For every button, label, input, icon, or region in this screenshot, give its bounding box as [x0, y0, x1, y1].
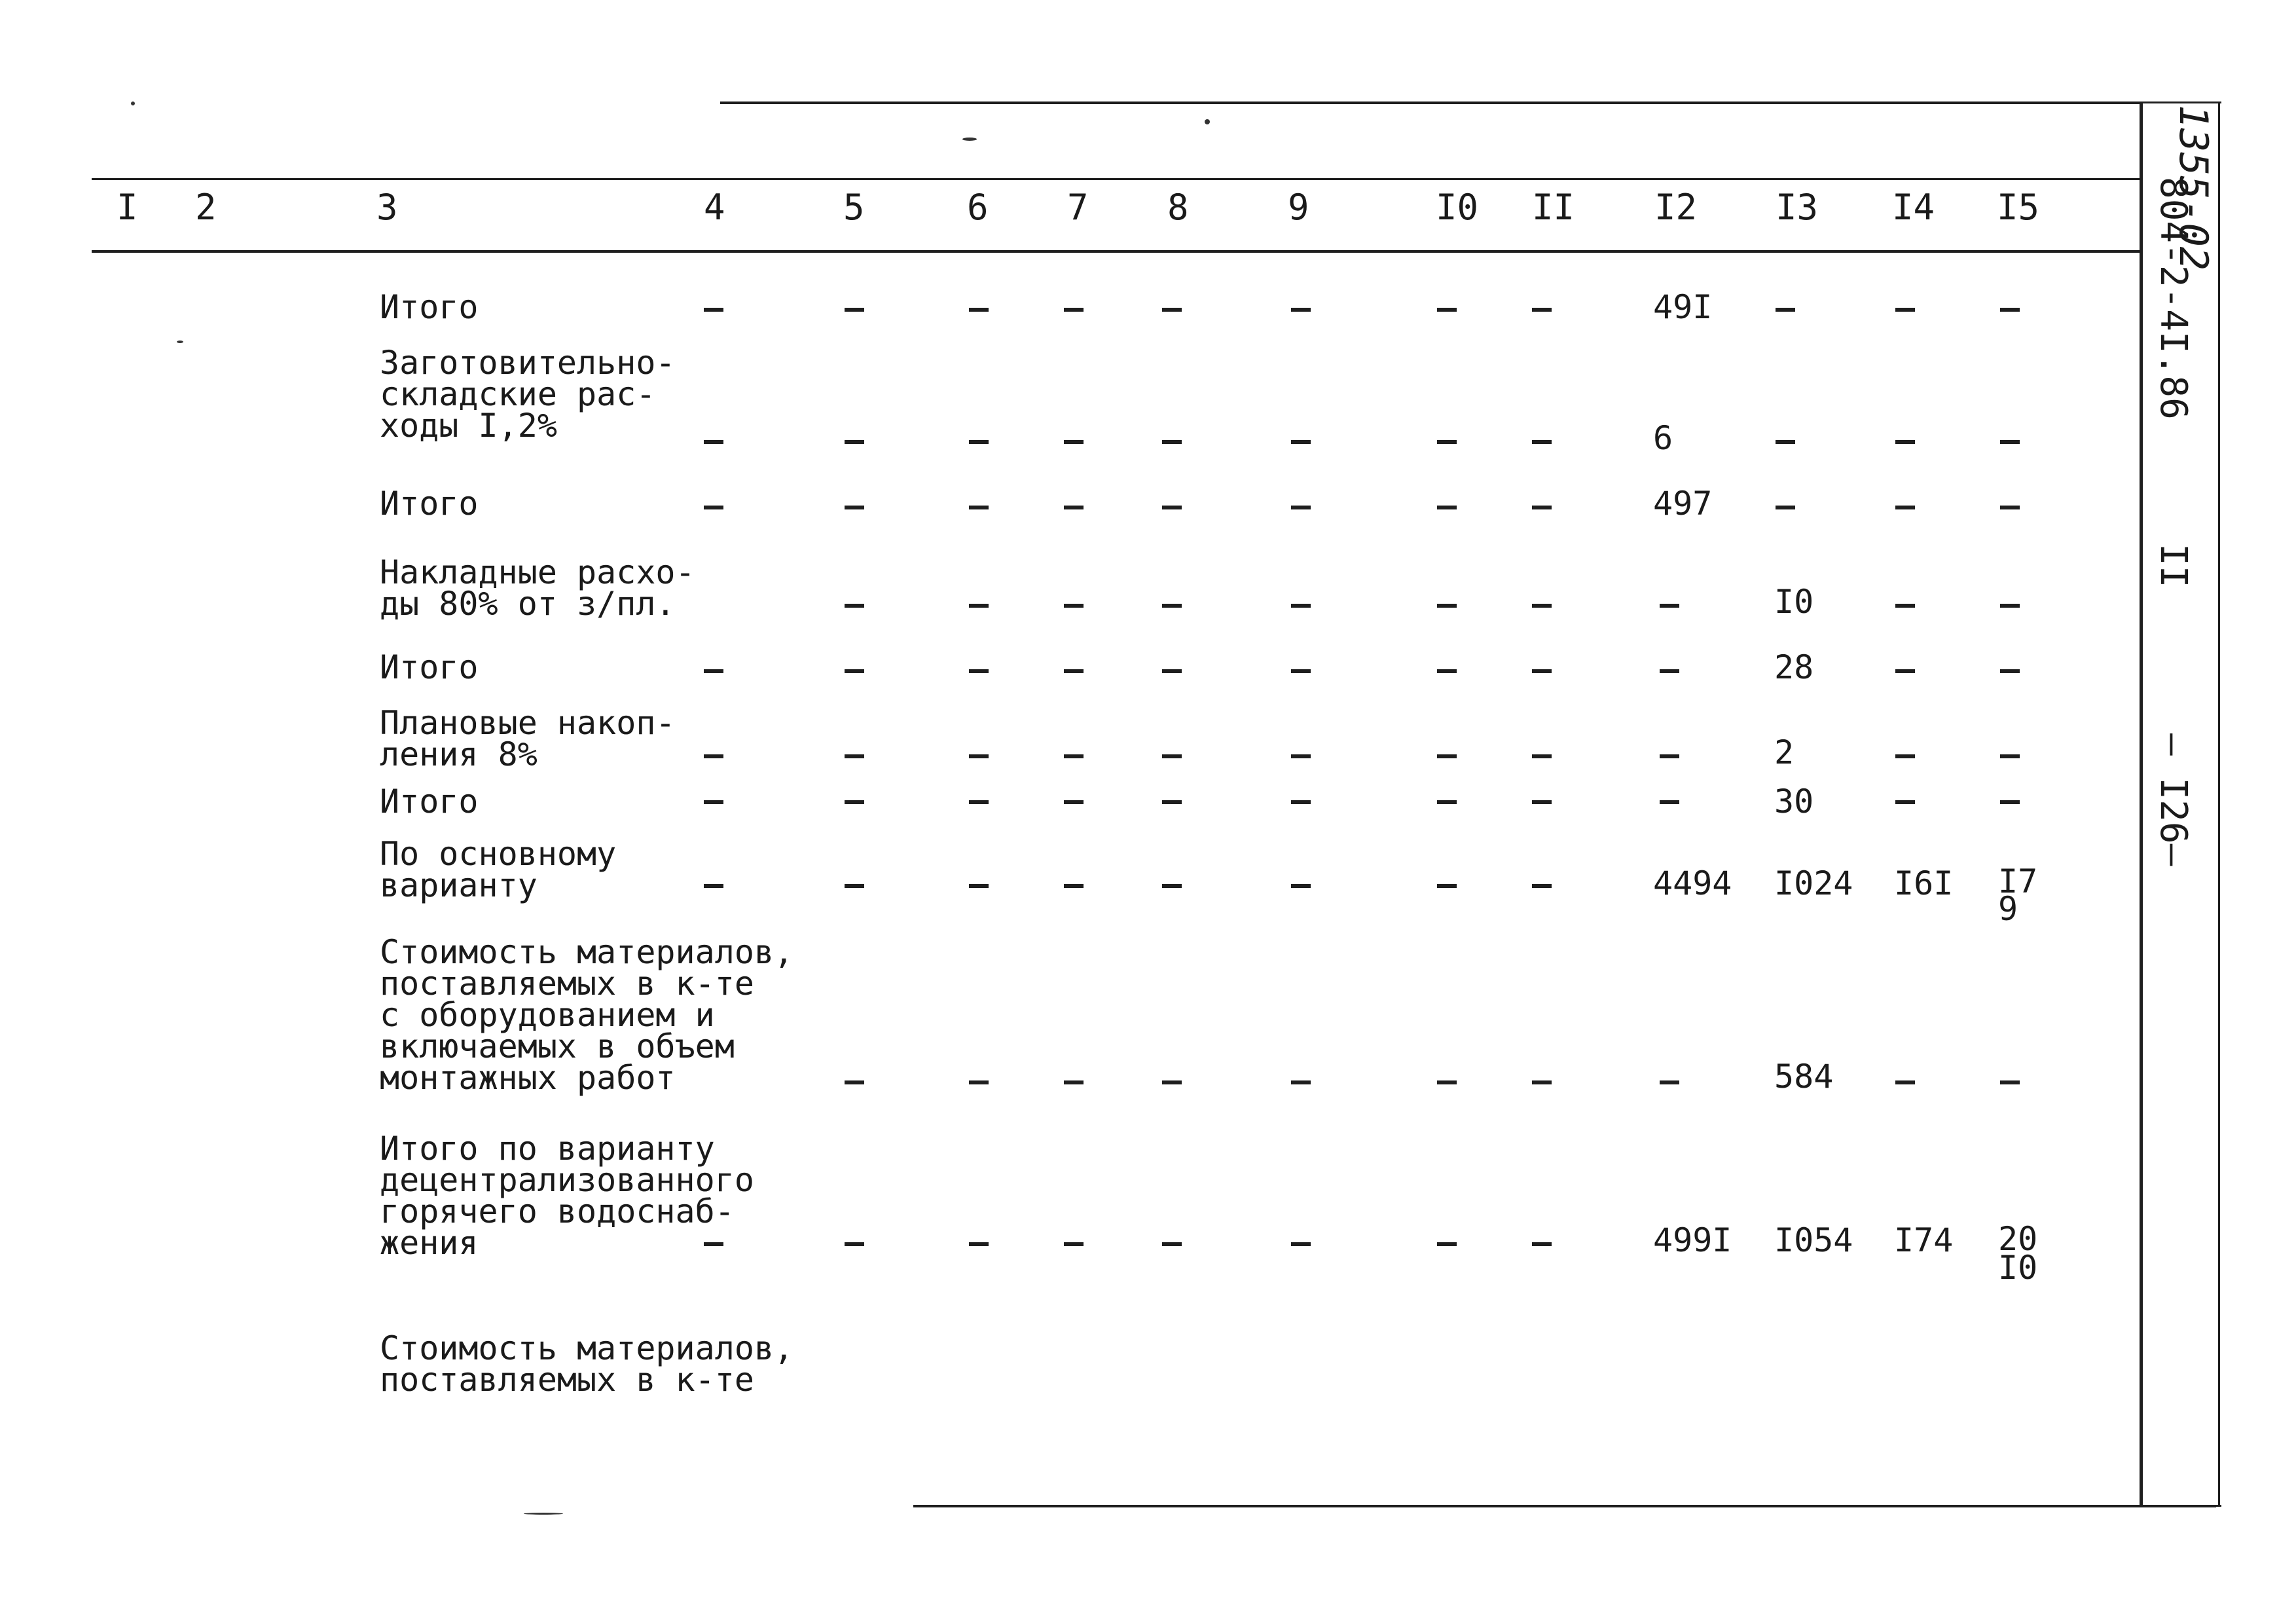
empty-cell-dash [2000, 506, 2020, 509]
empty-cell-dash [2000, 800, 2020, 804]
empty-cell-dash [1162, 440, 1182, 444]
empty-cell-dash [1660, 1080, 1679, 1084]
scan-speck [962, 138, 977, 141]
empty-cell-dash [1532, 604, 1552, 608]
empty-cell-dash [704, 884, 723, 888]
empty-cell-dash [845, 1080, 864, 1084]
row-7-col-15: I7 9 [1998, 862, 2038, 928]
top-rule [720, 101, 2141, 104]
row-label: Итого [380, 648, 479, 686]
header-bottom-rule [92, 250, 2141, 253]
empty-cell-dash [1162, 1080, 1182, 1084]
row-label: По основному варианту [380, 835, 617, 904]
row-9-col-14: I74 [1894, 1221, 1954, 1259]
empty-cell-dash [969, 884, 989, 888]
empty-cell-dash [1437, 800, 1457, 804]
column-header-11: II [1532, 187, 1575, 228]
empty-cell-dash [1064, 604, 1084, 608]
column-header-13: I3 [1776, 187, 1819, 228]
column-header-10: I0 [1436, 187, 1479, 228]
column-header-14: I4 [1892, 187, 1935, 228]
empty-cell-dash [2000, 754, 2020, 758]
scan-speck [177, 341, 183, 343]
empty-cell-dash [969, 604, 989, 608]
empty-cell-dash [845, 754, 864, 758]
empty-cell-dash [1660, 604, 1679, 608]
column-header-6: 6 [967, 187, 989, 228]
header-top-rule [92, 178, 2141, 180]
empty-cell-dash [969, 800, 989, 804]
sheet-number: II [2152, 544, 2195, 588]
empty-cell-dash [1532, 506, 1552, 509]
column-header-4: 4 [704, 187, 725, 228]
empty-cell-dash [2000, 1080, 2020, 1084]
row-9-col-12: 499I [1653, 1221, 1732, 1259]
empty-cell-dash [1776, 308, 1795, 312]
row-label: Итого [380, 288, 479, 326]
empty-cell-dash [845, 800, 864, 804]
page-number: — I26— [2152, 733, 2195, 866]
row-2-col-12: 497 [1653, 485, 1713, 523]
empty-cell-dash [2000, 308, 2020, 312]
empty-cell-dash [845, 506, 864, 509]
column-header-7: 7 [1067, 187, 1089, 228]
empty-cell-dash [704, 506, 723, 509]
empty-cell-dash [969, 308, 989, 312]
empty-cell-dash [1162, 604, 1182, 608]
empty-cell-dash [2000, 604, 2020, 608]
empty-cell-dash [1532, 308, 1552, 312]
empty-cell-dash [1291, 440, 1311, 444]
empty-cell-dash [1064, 1080, 1084, 1084]
empty-cell-dash [1291, 1080, 1311, 1084]
empty-cell-dash [1291, 1242, 1311, 1246]
bottom-rule [913, 1505, 2216, 1507]
row-9-col-15: 20 I0 [1998, 1220, 2038, 1287]
row-label: Стоимость материалов, поставляемых в к-те [380, 1329, 794, 1399]
empty-cell-dash [1895, 506, 1915, 509]
column-header-1: I [117, 187, 138, 228]
empty-cell-dash [1532, 884, 1552, 888]
empty-cell-dash [704, 1242, 723, 1246]
empty-cell-dash [704, 440, 723, 444]
empty-cell-dash [1437, 1242, 1457, 1246]
column-header-9: 9 [1288, 187, 1309, 228]
empty-cell-dash [1162, 669, 1182, 673]
empty-cell-dash [969, 506, 989, 509]
empty-cell-dash [1162, 754, 1182, 758]
empty-cell-dash [1291, 669, 1311, 673]
empty-cell-dash [1064, 800, 1084, 804]
empty-cell-dash [1895, 800, 1915, 804]
row-9-col-13: I054 [1774, 1221, 1853, 1259]
row-label: Итого [380, 485, 479, 523]
row-7-col-13: I024 [1774, 864, 1853, 902]
empty-cell-dash [1064, 754, 1084, 758]
row-6-col-13: 30 [1774, 783, 1814, 821]
row-3-col-13: I0 [1774, 583, 1814, 621]
margin-top-rule [2143, 101, 2221, 103]
column-header-15: I5 [1997, 187, 2040, 228]
empty-cell-dash [1895, 604, 1915, 608]
empty-cell-dash [2000, 440, 2020, 444]
empty-cell-dash [1437, 884, 1457, 888]
empty-cell-dash [1162, 884, 1182, 888]
empty-cell-dash [969, 1242, 989, 1246]
row-label: Итого по варианту децентрализованного горячего водоснаб- жения [380, 1130, 754, 1262]
margin-right-rule [2218, 101, 2220, 1506]
empty-cell-dash [1660, 754, 1679, 758]
frame-right-rule [2140, 101, 2143, 1506]
empty-cell-dash [845, 604, 864, 608]
empty-cell-dash [1437, 754, 1457, 758]
empty-cell-dash [1162, 308, 1182, 312]
handwritten-code: 1355-02 [2170, 105, 2216, 270]
row-label: Стоимость материалов, поставляемых в к-те с оборудованием и включаемых в объем монтажных работ [380, 933, 794, 1097]
empty-cell-dash [969, 440, 989, 444]
empty-cell-dash [704, 754, 723, 758]
row-4-col-13: 28 [1774, 648, 1814, 686]
empty-cell-dash [1437, 1080, 1457, 1084]
empty-cell-dash [1437, 669, 1457, 673]
empty-cell-dash [1064, 440, 1084, 444]
empty-cell-dash [1162, 506, 1182, 509]
empty-cell-dash [1291, 604, 1311, 608]
empty-cell-dash [1064, 1242, 1084, 1246]
empty-cell-dash [1437, 440, 1457, 444]
empty-cell-dash [845, 884, 864, 888]
empty-cell-dash [969, 1080, 989, 1084]
column-header-12: I2 [1654, 187, 1698, 228]
column-header-8: 8 [1167, 187, 1189, 228]
empty-cell-dash [1064, 884, 1084, 888]
scan-speck [131, 101, 135, 105]
empty-cell-dash [1895, 308, 1915, 312]
empty-cell-dash [1064, 669, 1084, 673]
empty-cell-dash [1660, 669, 1679, 673]
empty-cell-dash [1532, 1242, 1552, 1246]
empty-cell-dash [1895, 754, 1915, 758]
empty-cell-dash [704, 800, 723, 804]
empty-cell-dash [1532, 754, 1552, 758]
empty-cell-dash [1532, 669, 1552, 673]
scan-speck [1205, 119, 1210, 124]
scan-speck [524, 1513, 563, 1515]
empty-cell-dash [1291, 308, 1311, 312]
empty-cell-dash [969, 669, 989, 673]
empty-cell-dash [845, 440, 864, 444]
empty-cell-dash [1064, 506, 1084, 509]
empty-cell-dash [1532, 440, 1552, 444]
row-label: Плановые накоп- ления 8% [380, 704, 676, 773]
empty-cell-dash [969, 754, 989, 758]
empty-cell-dash [1532, 800, 1552, 804]
empty-cell-dash [1291, 754, 1311, 758]
row-5-col-13: 2 [1774, 733, 1795, 771]
empty-cell-dash [704, 308, 723, 312]
empty-cell-dash [1162, 800, 1182, 804]
row-7-col-12: 4494 [1653, 864, 1732, 902]
row-7-col-14: I6I [1894, 864, 1954, 902]
margin-bottom-rule [2143, 1505, 2221, 1507]
row-1-col-12: 6 [1653, 419, 1673, 457]
empty-cell-dash [1895, 440, 1915, 444]
empty-cell-dash [704, 669, 723, 673]
empty-cell-dash [1895, 669, 1915, 673]
empty-cell-dash [1660, 800, 1679, 804]
empty-cell-dash [845, 308, 864, 312]
row-8-col-13: 584 [1774, 1058, 1834, 1096]
empty-cell-dash [1437, 604, 1457, 608]
empty-cell-dash [1532, 1080, 1552, 1084]
empty-cell-dash [1291, 800, 1311, 804]
empty-cell-dash [845, 1242, 864, 1246]
row-label: Заготовительно- складские рас- ходы I,2% [380, 344, 676, 445]
empty-cell-dash [1776, 440, 1795, 444]
empty-cell-dash [1776, 506, 1795, 509]
row-0-col-12: 49I [1653, 288, 1713, 326]
document-code: 804-2-4I.86 [2152, 177, 2195, 420]
empty-cell-dash [2000, 669, 2020, 673]
empty-cell-dash [1437, 506, 1457, 509]
column-header-3: 3 [376, 187, 398, 228]
row-label: Накладные расхо- ды 80% от з/пл. [380, 553, 695, 623]
empty-cell-dash [1895, 1080, 1915, 1084]
empty-cell-dash [1291, 506, 1311, 509]
column-header-5: 5 [843, 187, 865, 228]
empty-cell-dash [1162, 1242, 1182, 1246]
row-label: Итого [380, 783, 479, 821]
column-header-2: 2 [195, 187, 217, 228]
empty-cell-dash [1437, 308, 1457, 312]
empty-cell-dash [1291, 884, 1311, 888]
empty-cell-dash [845, 669, 864, 673]
empty-cell-dash [1064, 308, 1084, 312]
